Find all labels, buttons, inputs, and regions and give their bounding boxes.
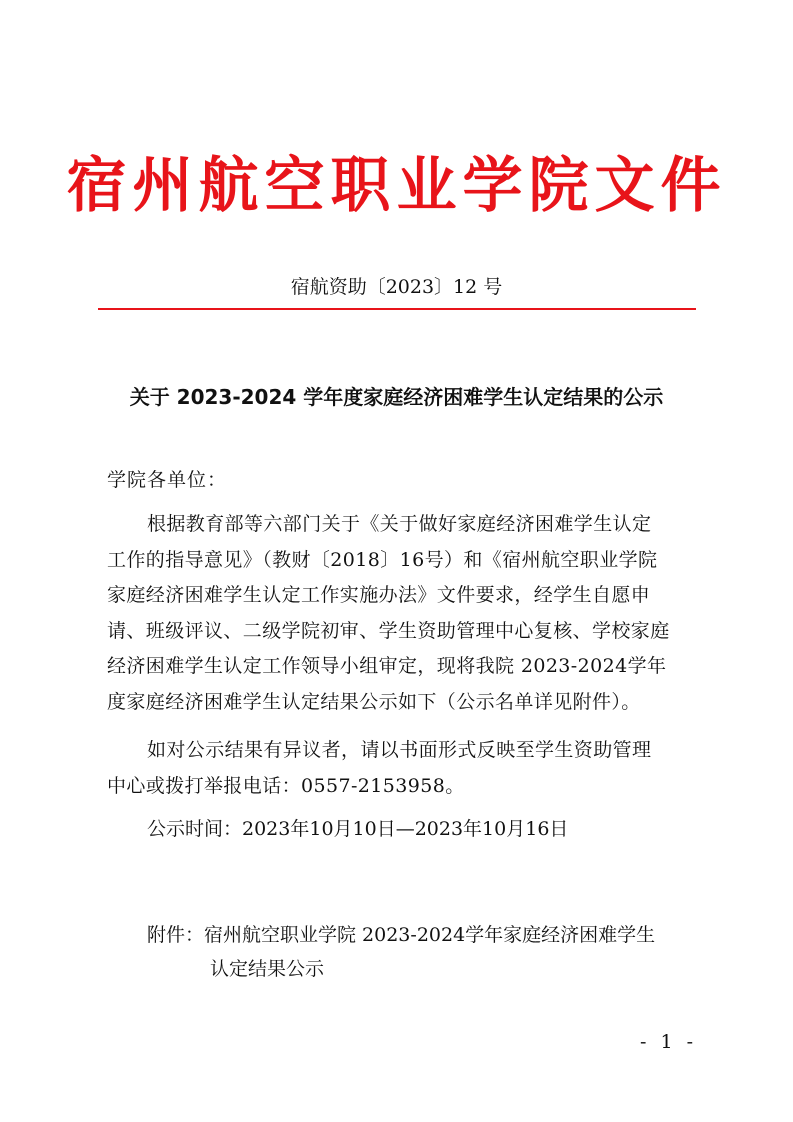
paragraph-line: 中心或拨打举报电话：0557-2153958。 bbox=[107, 774, 465, 797]
notice-title: 关于 2023-2024 学年度家庭经济困难学生认定结果的公示 bbox=[129, 385, 664, 409]
attachment-note bbox=[147, 918, 655, 986]
paragraph-line: 工作的指导意见》（教财〔2018〕16号）和《宿州航空职业学院 bbox=[107, 548, 658, 571]
org-header-title: 宿州航空职业学院文件 bbox=[66, 151, 727, 221]
paragraph-line: 度家庭经济困难学生认定结果公示如下（公示名单详见附件）。 bbox=[107, 690, 641, 713]
paragraph-line: 经济困难学生认定工作领导小组审定，现将我院 2023-2024学年 bbox=[107, 655, 667, 677]
addressee-line: 学院各单位： bbox=[107, 469, 228, 491]
document-number: 宿航资助〔2023〕12 号 bbox=[290, 276, 503, 298]
page-number: - 1 - bbox=[639, 1031, 697, 1053]
notice-period: 公示时间：2023年10月10日—2023年10月16日 bbox=[147, 818, 569, 840]
paragraph-line: 请、班级评议、二级学院初审、学生资助管理中心复核、学校家庭 bbox=[107, 619, 670, 642]
attachment-line: 附件：宿州航空职业学院 2023-2024学年家庭经济困难学生 bbox=[147, 924, 656, 946]
header-divider bbox=[98, 308, 696, 310]
body-paragraph-2 bbox=[107, 733, 707, 804]
attachment-line: 认定结果公示 bbox=[210, 958, 325, 980]
body-paragraph-1 bbox=[107, 507, 707, 720]
paragraph-line: 家庭经济困难学生认定工作实施办法》文件要求，经学生自愿申 bbox=[107, 584, 651, 606]
paragraph-line: 如对公示结果有异议者，请以书面形式反映至学生资助管理 bbox=[147, 739, 652, 761]
paragraph-line: 根据教育部等六部门关于《关于做好家庭经济困难学生认定 bbox=[147, 513, 652, 535]
